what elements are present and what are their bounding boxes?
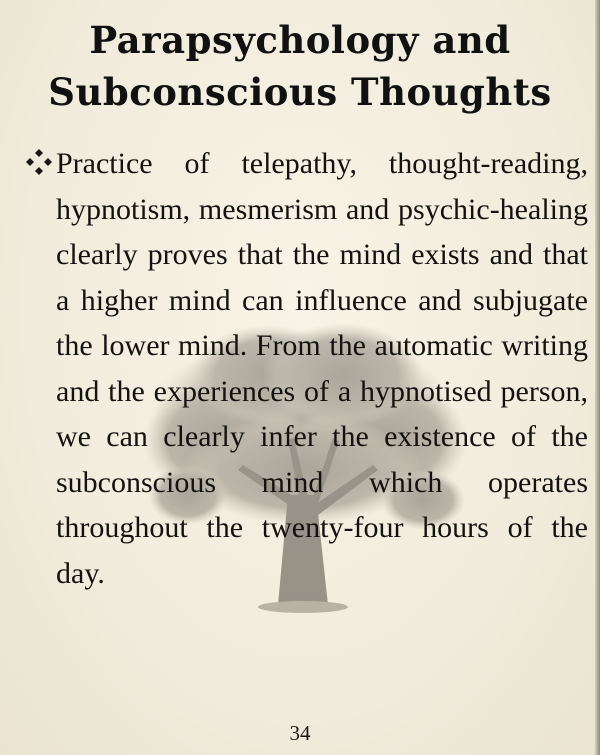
page-number: 34 xyxy=(289,721,311,745)
title-line-1: Parapsychology and xyxy=(89,18,511,62)
body-paragraph: Practice of telepathy, thought-reading, hypnotism, mesmerism and psychic-healing clearly proves that the mind exists and that a higher mind can influence and subjugate the lower mind. From the automatic writing and the experiences of a hypnotised person, we can clearly infer the existence of the subconscious mind which operates throughout the twenty-four hours of the day. xyxy=(56,147,588,590)
four-diamond-bullet-icon xyxy=(24,147,54,177)
title-line-2: Subconscious Thoughts xyxy=(48,70,552,114)
page-title xyxy=(0,14,600,118)
